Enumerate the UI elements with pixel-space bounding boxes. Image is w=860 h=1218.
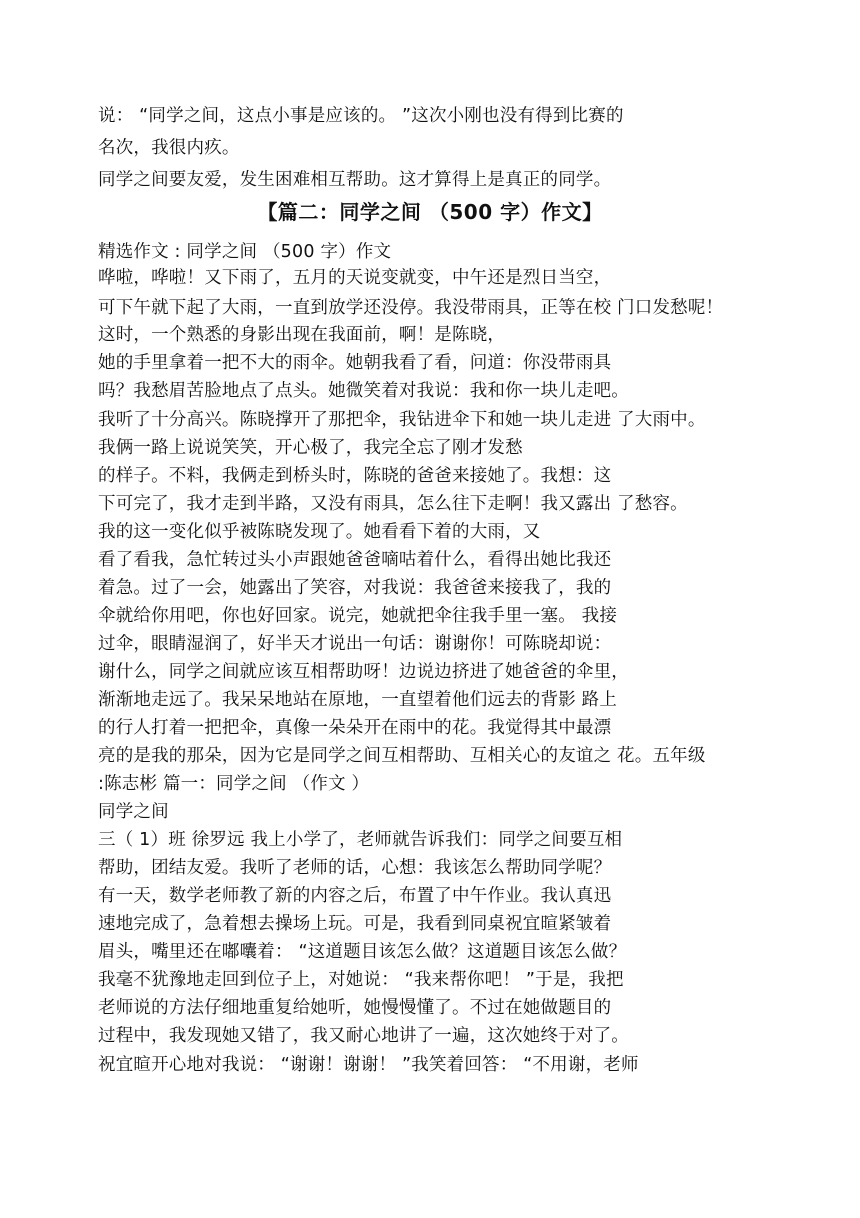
text-line: 这时，一个熟悉的身影出现在我面前，啊！是陈晓， [98, 325, 506, 345]
text-line: 我毫不犹豫地走回到位子上，对她说： “我来帮你吧！ ”于是，我把 [98, 970, 624, 990]
text-line: 的样子。不料，我俩走到桥头时，陈晓的爸爸来接她了。我想：这 [98, 466, 612, 486]
text-line: 我的这一变化似乎被陈晓发现了。她看看下着的大雨，又 [98, 522, 541, 542]
text-line: 我听了十分高兴。陈晓撑开了那把伞，我钻进伞下和她一块儿走进 了大雨中。 [98, 410, 706, 430]
text-line: 可下午就下起了大雨，一直到放学还没停。我没带雨具，正等在校 门口发愁呢！ [98, 298, 724, 318]
text-line: 的行人打着一把把伞，真像一朵朵开在雨中的花。我觉得其中最漂 [98, 718, 612, 738]
text-line: 名次，我很内疚。 [98, 138, 240, 158]
text-line: 看了看我，急忙转过头小声跟她爸爸嘀咕着什么，看得出她比我还 [98, 550, 612, 570]
text-line: 速地完成了，急着想去操场上玩。可是，我看到同桌祝宜暄紧皱着 [98, 914, 612, 934]
text-line: 说： “同学之间，这点小事是应该的。 ”这次小刚也没有得到比赛的 [98, 106, 624, 126]
text-line: 着急。过了一会，她露出了笑容，对我说：我爸爸来接我了，我的 [98, 578, 612, 598]
text-line: 精选作文 : 同学之间 （500 字）作文 [98, 242, 392, 262]
text-line: 过程中，我发现她又错了，我又耐心地讲了一遍，这次她终于对了。 [98, 1026, 629, 1046]
text-line: 有一天，数学老师教了新的内容之后，布置了中午作业。我认真迅 [98, 886, 612, 906]
text-line: 谢什么，同学之间就应该互相帮助呀！边说边挤进了她爸爸的伞里， [98, 662, 629, 682]
section-heading: 【篇二：同学之间 （500 字）作文】 [257, 200, 603, 224]
text-line: 祝宜暄开心地对我说： “谢谢！谢谢！ ”我笑着回答： “不用谢，老师 [98, 1055, 639, 1075]
text-line: 渐渐地走远了。我呆呆地站在原地，一直望着他们远去的背影 路上 [98, 690, 618, 710]
text-line: 下可完了，我才走到半路，又没有雨具，怎么往下走啊！我又露出 了愁容。 [98, 494, 688, 514]
text-line: 老师说的方法仔细地重复给她听，她慢慢懂了。不过在她做题目的 [98, 998, 612, 1018]
text-line: 哗啦，哗啦！又下雨了，五月的天说变就变，中午还是烈日当空， [98, 268, 612, 288]
text-line: 同学之间要友爱，发生困难相互帮助。这才算得上是真正的同学。 [98, 170, 612, 190]
text-line: 眉头，嘴里还在嘟囔着： “这道题目该怎么做？这道题目该怎么做？ [98, 942, 627, 962]
text-line: 三（ 1）班 徐罗远 我上小学了，老师就告诉我们：同学之间要互相 [98, 830, 623, 850]
text-line: 我俩一路上说说笑笑，开心极了，我完全忘了刚才发愁 [98, 438, 523, 458]
text-line: 她的手里拿着一把不大的雨伞。她朝我看了看，问道：你没带雨具 [98, 353, 612, 373]
text-line: 帮助，团结友爱。我听了老师的话，心想：我该怎么帮助同学呢？ [98, 858, 612, 878]
text-line: 伞就给你用吧，你也好回家。说完，她就把伞往我手里一塞。 我接 [98, 606, 618, 626]
text-line: 吗？我愁眉苦脸地点了点头。她微笑着对我说：我和你一块儿走吧。 [98, 381, 629, 401]
text-line: 亮的是我的那朵，因为它是同学之间互相帮助、互相关心的友谊之 花。五年级 [98, 746, 706, 766]
text-line: 同学之间 [98, 802, 169, 822]
text-line: 过伞，眼睛湿润了，好半天才说出一句话：谢谢你！可陈晓却说： [98, 634, 612, 654]
text-line: :陈志彬 篇一：同学之间 （作文 ） [98, 774, 370, 794]
